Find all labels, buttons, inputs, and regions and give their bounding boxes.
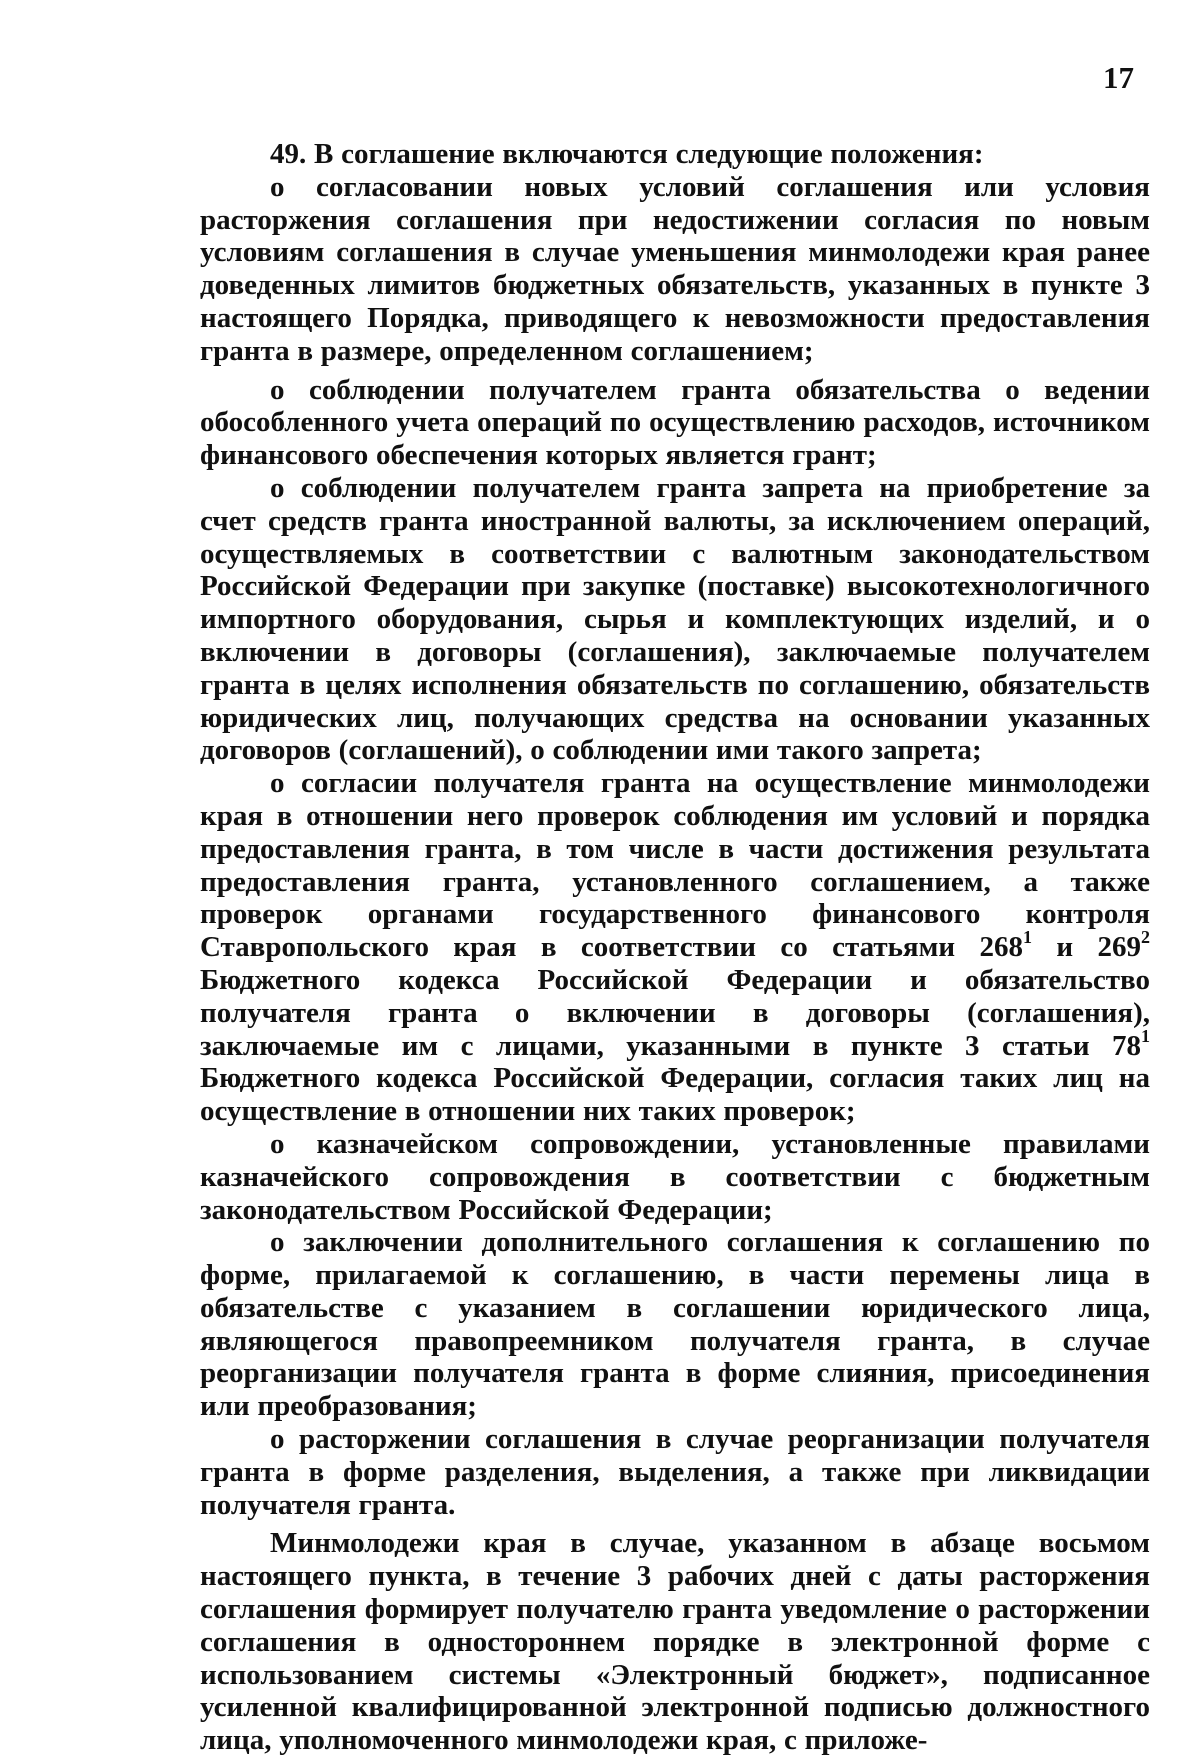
superscript: 1	[1141, 1025, 1150, 1046]
paragraph-termination-notice: Минмолодежи края в случае, указанном в абзаце восьмом настоящего пункта, в течение 3 рабочих дней с даты расторжения соглашения формирует получателю гранта уведомление о расторжении соглашения в одностороннем порядке в электронной форме с использованием системы «Электронный бюджет», подписанное усиленной квалифицированной электронной подписью должностного лица, уполномоченного минмолодежи края, с приложе-	[200, 1527, 1150, 1757]
paragraph-clause-49-heading: 49. В соглашение включаются следующие положения:	[270, 138, 984, 170]
page-number: 17	[1103, 60, 1134, 95]
paragraph-text: Бюджетного кодекса Российской Федерации и обязательство получателя гранта о включении в договоры (соглашения), заключаемые им с лицами, указанными в пункте 3 статьи 78	[200, 963, 1150, 1062]
superscript: 1	[1022, 927, 1032, 948]
paragraph-text: о согласии получателя гранта на осуществление минмолодежи края в отношении него проверок соблюдения им условий и порядка предоставления гранта, в том числе в части достижения результата предоставления гранта, установленного соглашением, а также проверок органами государственного финансового контроля Ставропольского края в соответствии со статьями 268	[200, 767, 1150, 964]
paragraph-foreign-currency-ban: о соблюдении получателем гранта запрета на приобретение за счет средств гранта иностранной валюты, за исключением операций, осуществляемых в соответствии с валютным законодательством Российской Федерации при закупке (поставке) высокотехнологичного импортного оборудования, сырья и комплектующих изделий, и о включении в договоры (соглашения), заключаемые получателем гранта в целях исполнения обязательств по соглашению, обязательств юридических лиц, получающих средства на основании указанных договоров (соглашений), о соблюдении ими такого запрета;	[200, 471, 1150, 767]
paragraph-text: Бюджетного кодекса Российской Федерации, согласия таких лиц на осуществление в отношении них таких проверок;	[200, 1062, 1150, 1128]
paragraph-agreement-termination: о расторжении соглашения в случае реорганизации получателя гранта в форме разделения, выделения, а также при ликвидации получателя гранта.	[200, 1423, 1150, 1521]
paragraph-treasury-support: о казначейском сопровождении, установленные правилами казначейского сопровождения в соответствии с бюджетным законодательством Российской Федерации;	[200, 1127, 1150, 1226]
paragraph-consent-to-inspections	[200, 767, 1150, 1128]
document-body	[200, 138, 1150, 1757]
paragraph-text: и 269	[1031, 931, 1141, 964]
superscript: 2	[1141, 927, 1150, 948]
paragraph-agreement-new-terms: о согласовании новых условий соглашения или условия расторжения соглашения при недостижении согласия по новым условиям соглашения в случае уменьшения минмолодежи края ранее доведенных лимитов бюджетных обязательств, указанных в пункте 3 настоящего Порядка, приводящего к невозможности предоставления гранта в размере, определенном соглашением;	[200, 170, 1150, 367]
paragraph-separate-accounting: о соблюдении получателем гранта обязательства о ведении обособленного учета операций по осуществлению расходов, источником финансового обеспечения которых является грант;	[200, 373, 1150, 472]
paragraph-supplementary-agreement: о заключении дополнительного соглашения к соглашению по форме, прилагаемой к соглашению, в части перемены лица в обязательстве с указанием в соглашении юридического лица, являющегося правопреемником получателя гранта, в случае реорганизации получателя гранта в форме слияния, присоединения или преобразования;	[200, 1226, 1150, 1423]
